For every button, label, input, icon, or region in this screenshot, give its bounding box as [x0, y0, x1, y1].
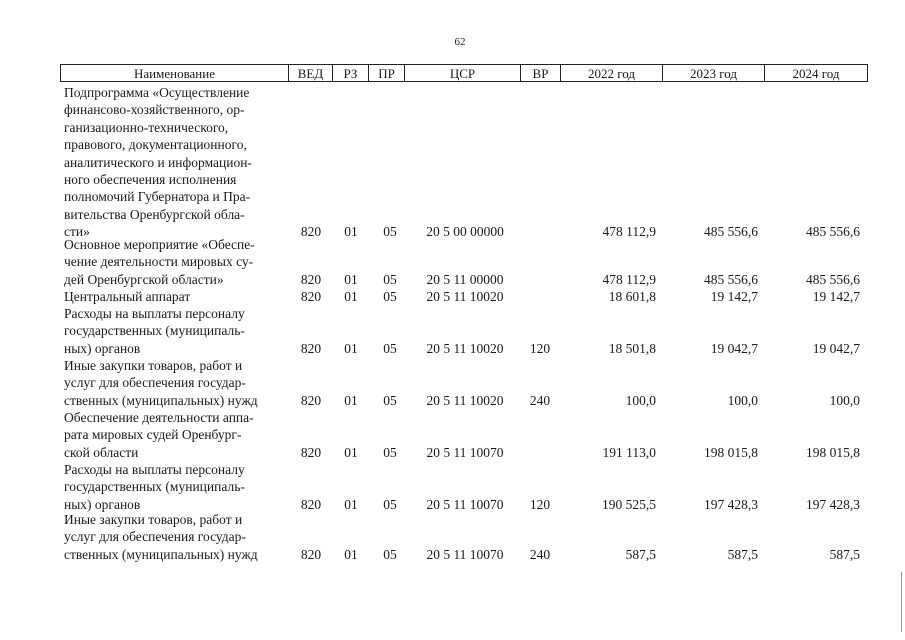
row-pr: 05 — [383, 271, 397, 287]
row-2024: 19 042,7 — [812, 340, 860, 356]
row-pr: 05 — [383, 392, 397, 408]
row-2022: 587,5 — [625, 546, 656, 562]
row-rz: 01 — [344, 288, 358, 304]
table-header — [60, 64, 868, 82]
row-rz: 01 — [344, 392, 358, 408]
row-pr: 05 — [383, 223, 397, 239]
row-ved: 820 — [300, 271, 322, 287]
row-2024: 485 556,6 — [806, 223, 860, 239]
row-pr: 05 — [383, 444, 397, 460]
row-ved: 820 — [300, 444, 322, 460]
row-2023: 587,5 — [727, 546, 758, 562]
row-2022: 191 113,0 — [602, 444, 656, 460]
header-name: Наименование — [61, 65, 289, 81]
row-vr: 120 — [529, 496, 551, 512]
header-2022: 2022 год — [561, 65, 663, 81]
row-2022: 18 501,8 — [608, 340, 656, 356]
row-rz: 01 — [344, 444, 358, 460]
table-row — [0, 511, 905, 563]
row-vr: 240 — [529, 392, 551, 408]
row-rz: 01 — [344, 496, 358, 512]
row-name: Иные закупки товаров, работ и услуг для обеспечения государ- ственных (муниципальных) нужд — [64, 512, 258, 562]
row-ved: 820 — [300, 223, 322, 239]
row-name: Расходы на выплаты персоналу государственных (муниципаль- ных) органов — [64, 462, 245, 512]
row-2023: 485 556,6 — [704, 223, 758, 239]
row-rz: 01 — [344, 223, 358, 239]
row-name: Расходы на выплаты персоналу государственных (муниципаль- ных) органов — [64, 306, 245, 356]
row-csr: 20 5 00 00000 — [426, 223, 504, 239]
row-2024: 197 428,3 — [806, 496, 860, 512]
row-2023: 19 042,7 — [710, 340, 758, 356]
row-name: Иные закупки товаров, работ и услуг для обеспечения государ- ственных (муниципальных) нужд — [64, 358, 258, 408]
table-row — [0, 288, 905, 305]
row-csr: 20 5 11 10070 — [426, 546, 504, 562]
scan-edge-line — [901, 572, 902, 632]
header-2024: 2024 год — [792, 66, 840, 81]
row-2024: 587,5 — [829, 546, 860, 562]
header-2023: 2023 год — [663, 65, 765, 81]
row-2024: 19 142,7 — [812, 288, 860, 304]
row-vr: 120 — [529, 340, 551, 356]
row-vr: 240 — [529, 546, 551, 562]
row-csr: 20 5 11 10070 — [426, 444, 504, 460]
header-csr: ЦСР — [405, 65, 521, 81]
row-2022: 478 112,9 — [602, 271, 656, 287]
row-ved: 820 — [300, 392, 322, 408]
row-2024: 198 015,8 — [806, 444, 860, 460]
header-pr: ПР — [369, 65, 405, 81]
row-rz: 01 — [344, 271, 358, 287]
row-ved: 820 — [300, 288, 322, 304]
header-rz: РЗ — [333, 65, 369, 81]
row-ved: 820 — [300, 496, 322, 512]
table-row — [0, 84, 905, 240]
table-row — [0, 305, 905, 357]
row-pr: 05 — [383, 340, 397, 356]
row-csr: 20 5 11 10070 — [426, 496, 504, 512]
row-2022: 100,0 — [625, 392, 656, 408]
table-row — [0, 409, 905, 461]
row-2023: 100,0 — [727, 392, 758, 408]
row-2023: 19 142,7 — [710, 288, 758, 304]
page-number: 62 — [454, 36, 466, 48]
row-pr: 05 — [383, 288, 397, 304]
table-row — [0, 357, 905, 409]
row-name: Обеспечение деятельности аппа- рата мировых судей Оренбург- ской области — [64, 410, 254, 460]
row-pr: 05 — [383, 546, 397, 562]
row-2023: 485 556,6 — [704, 271, 758, 287]
table-row — [0, 236, 905, 288]
table-row — [0, 461, 905, 513]
row-2024: 100,0 — [829, 392, 860, 408]
row-pr: 05 — [383, 496, 397, 512]
header-vr: ВР — [521, 65, 561, 81]
row-rz: 01 — [344, 340, 358, 356]
row-2023: 197 428,3 — [704, 496, 758, 512]
row-name: Подпрограмма «Осуществление финансово-хозяйственного, ор- ганизационно-технического, правового, документационного, аналитического и информацион- ного обеспечения исполнения полномочий Губернатора и Пра- вительства Оренбургской обла- сти» — [64, 85, 252, 240]
row-csr: 20 5 11 10020 — [426, 340, 504, 356]
row-2022: 18 601,8 — [608, 288, 656, 304]
header-ved: ВЕД — [289, 65, 333, 81]
row-ved: 820 — [300, 546, 322, 562]
row-name: Основное мероприятие «Обеспе- чение деятельности мировых су- дей Оренбургской области» — [64, 237, 255, 287]
row-ved: 820 — [300, 340, 322, 356]
row-2023: 198 015,8 — [704, 444, 758, 460]
row-2022: 478 112,9 — [602, 223, 656, 239]
row-csr: 20 5 11 10020 — [426, 288, 504, 304]
row-name: Центральный аппарат — [64, 289, 191, 304]
row-2022: 190 525,5 — [602, 496, 656, 512]
row-csr: 20 5 11 00000 — [426, 271, 504, 287]
row-rz: 01 — [344, 546, 358, 562]
row-csr: 20 5 11 10020 — [426, 392, 504, 408]
row-2024: 485 556,6 — [806, 271, 860, 287]
